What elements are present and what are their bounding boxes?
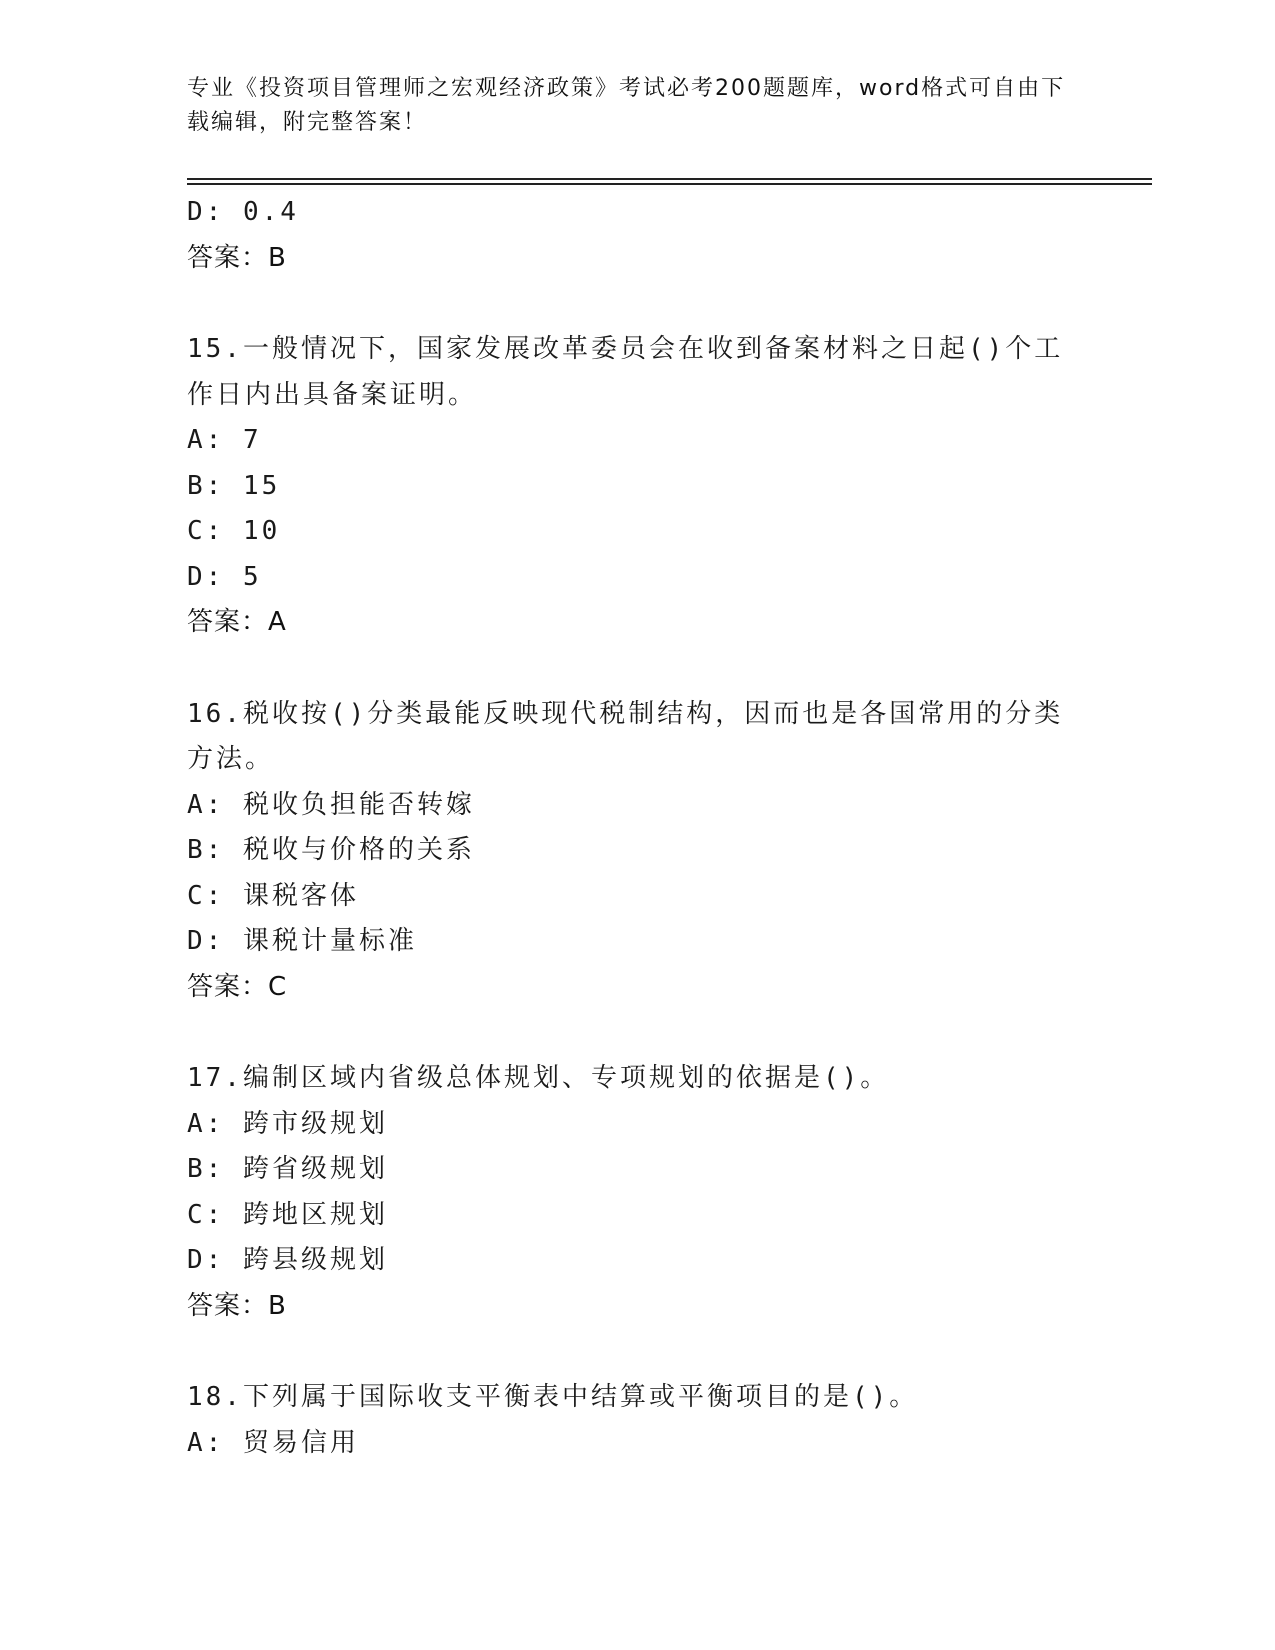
option-a [187, 418, 1087, 464]
option-letter: D [187, 926, 206, 956]
option-letter: A [187, 1108, 206, 1139]
option-text: 10 [242, 516, 281, 546]
option-d [187, 555, 1087, 601]
option-separator: : [205, 926, 243, 956]
answer-line: 答案：B [187, 242, 287, 273]
option-c [187, 1193, 1087, 1239]
option-letter: B [187, 470, 206, 501]
question-16 [187, 692, 1067, 783]
question-number: 17. [187, 1063, 243, 1093]
answer-line: 答案：B [187, 1290, 287, 1321]
option-letter: A [187, 425, 206, 455]
option-letter: D [187, 1245, 206, 1275]
question-number: 18. [187, 1382, 243, 1412]
option-text: 跨省级规划 [242, 1154, 388, 1184]
option-letter: B [187, 1154, 206, 1184]
option-separator: : [205, 1245, 243, 1275]
option-separator: : [205, 1427, 243, 1458]
option-separator: : [205, 880, 243, 911]
question-text: 下列属于国际收支平衡表中结算或平衡项目的是()。 [242, 1382, 919, 1412]
option-d [187, 1238, 1087, 1284]
header-rule-top [187, 178, 1152, 180]
question-text: 税收按()分类最能反映现代税制结构，因而也是各国常用的分类方法。 [187, 698, 1064, 774]
option-letter: C [187, 516, 206, 546]
question-number: 15. [187, 334, 243, 364]
option-separator: : [205, 1199, 243, 1230]
option-d [187, 919, 1087, 965]
option-text: 7 [242, 425, 262, 455]
question-text: 编制区域内省级总体规划、专项规划的依据是()。 [242, 1063, 890, 1093]
document-header: 专业《投资项目管理师之宏观经济政策》考试必考200题题库，word格式可自由下载编辑，附完整答案！ [187, 76, 1066, 135]
option-text: 15 [242, 470, 281, 501]
question-15 [187, 327, 1067, 418]
option-text: 跨市级规划 [242, 1108, 388, 1139]
option-letter: B [187, 835, 206, 865]
question-17 [187, 1056, 1067, 1102]
option-c [187, 874, 1087, 920]
option-separator: : [205, 425, 243, 455]
option-text: 课税客体 [242, 880, 359, 911]
option-text: 税收与价格的关系 [242, 835, 475, 865]
option-text: 跨地区规划 [242, 1199, 388, 1230]
question-18 [187, 1375, 1067, 1421]
question-number: 16. [187, 698, 243, 729]
option-letter: C [187, 880, 206, 911]
option-b [187, 464, 1087, 510]
spacer [187, 646, 1087, 692]
option-text: 课税计量标准 [242, 926, 417, 956]
spacer [187, 1329, 1087, 1375]
option-separator: : [205, 561, 243, 592]
option-separator: : [205, 789, 243, 820]
spacer [187, 1010, 1087, 1056]
question-text: 一般情况下，国家发展改革委员会在收到备案材料之日起()个工作日内出具备案证明。 [187, 334, 1064, 410]
answer-line: 答案：A [187, 607, 287, 637]
option-c [187, 509, 1087, 555]
option-letter: D [187, 561, 206, 592]
option-d [187, 190, 1087, 236]
option-text: 5 [242, 561, 262, 592]
option-separator: : [205, 835, 243, 865]
answer-line: 答案：C [187, 971, 288, 1002]
option-a [187, 1102, 1087, 1148]
option-a [187, 1421, 1087, 1467]
option-letter: D [187, 197, 206, 227]
option-b [187, 828, 1087, 874]
option-text: 税收负担能否转嫁 [242, 789, 475, 820]
option-b [187, 1147, 1087, 1193]
option-a [187, 783, 1087, 829]
option-separator: : [205, 516, 243, 546]
option-text: 0.4 [242, 197, 299, 227]
option-separator: : [205, 470, 243, 501]
option-separator: : [205, 197, 243, 227]
option-text: 跨县级规划 [242, 1245, 388, 1275]
option-separator: : [205, 1154, 243, 1184]
option-letter: C [187, 1199, 206, 1230]
question-content [187, 190, 1087, 1466]
header-rule-bottom [187, 183, 1152, 185]
option-letter: A [187, 789, 206, 820]
option-text: 贸易信用 [242, 1427, 359, 1458]
spacer [187, 281, 1087, 327]
option-letter: A [187, 1427, 206, 1458]
option-separator: : [205, 1108, 243, 1139]
